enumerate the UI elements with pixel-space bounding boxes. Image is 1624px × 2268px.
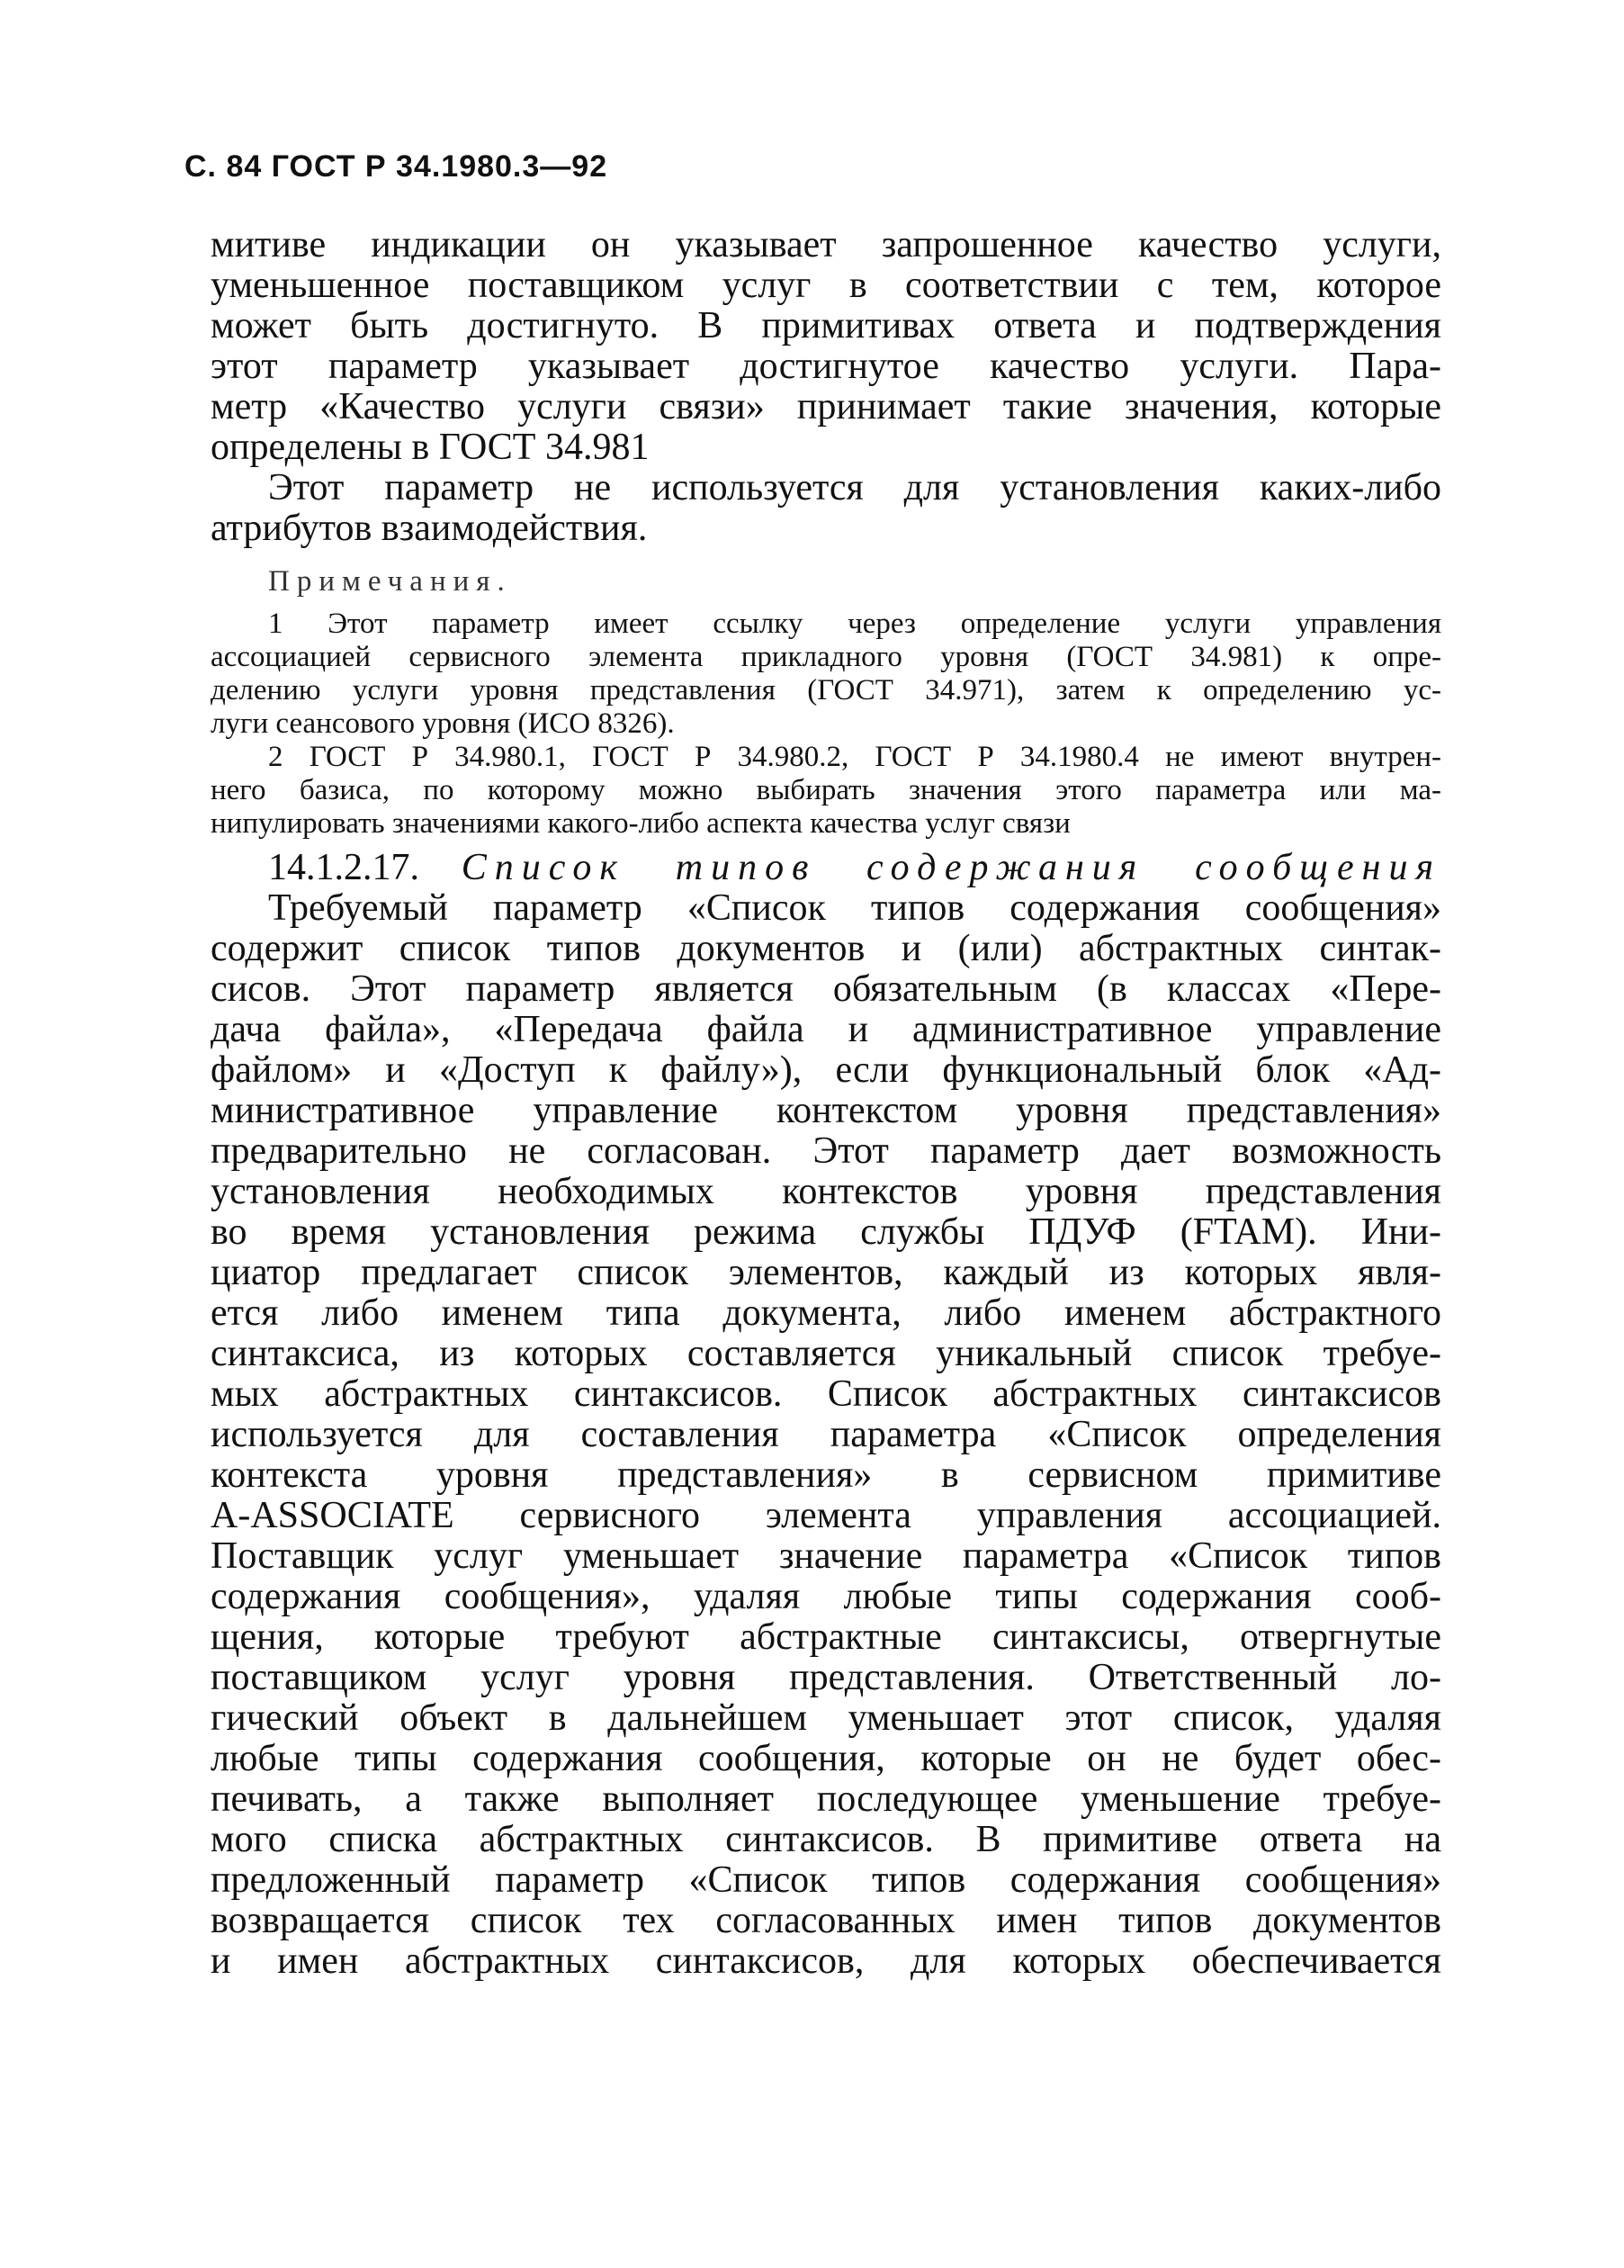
page-header: С. 84 ГОСТ Р 34.1980.3—92: [184, 149, 608, 184]
paragraph-3-line: Требуемый параметр «Список типов содержания сообщения»: [268, 887, 1441, 929]
section-title: Список типов содержания сообщения: [461, 847, 1441, 888]
note-line: него базиса, по которому можно выбирать значения этого параметра или ма-: [211, 774, 1441, 806]
paragraph-3-line: установления необходимых контекстов уровня представления: [211, 1171, 1441, 1212]
paragraph-3-line: во время установления режима службы ПДУФ (FTAM). Ини-: [211, 1211, 1441, 1253]
paragraph-3-line: ется либо именем типа документа, либо именем абстрактного: [211, 1292, 1441, 1334]
paragraph-3-line: циатор предлагает список элементов, каждый из которых явля-: [211, 1252, 1441, 1293]
paragraph-1-line: метр «Качество услуги связи» принимает такие значения, которые: [211, 386, 1441, 428]
paragraph-3-line: A-ASSOCIATE сервисного элемента управления ассоциацией.: [211, 1495, 1441, 1536]
section-heading: [268, 846, 1441, 889]
paragraph-3-line: содержит список типов документов и (или) абстрактных синтак-: [211, 928, 1441, 969]
note-line: 2 ГОСТ Р 34.980.1, ГОСТ Р 34.980.2, ГОСТ Р 34.1980.4 не имеют внутрен-: [268, 741, 1441, 773]
paragraph-2-line: Этот параметр не используется для установления каких-либо: [268, 467, 1441, 508]
paragraph-3-line: синтаксиса, из которых составляется уникальный список требуе-: [211, 1333, 1441, 1374]
paragraph-3-line: и имен абстрактных синтаксисов, для которых обеспечивается: [211, 1940, 1441, 1982]
paragraph-3-line: мых абстрактных синтаксисов. Список абстрактных синтаксисов: [211, 1373, 1441, 1415]
note-line: нипулировать значениями какого-либо аспекта качества услуг связи: [211, 807, 1071, 840]
paragraph-3-line: предварительно не согласован. Этот параметр дает возможность: [211, 1130, 1441, 1172]
paragraph-3-line: Поставщик услуг уменьшает значение параметра «Список типов: [211, 1535, 1441, 1577]
paragraph-3-line: министративное управление контекстом уровня представления»: [211, 1090, 1441, 1131]
paragraph-3-line: любые типы содержания сообщения, которые он не будет обес-: [211, 1738, 1441, 1779]
paragraph-1-line: определены в ГОСТ 34.981: [211, 427, 650, 468]
paragraph-1-line: может быть достигнуто. В примитивах ответа и подтверждения: [211, 305, 1441, 346]
paragraph-3-line: печивать, а также выполняет последующее уменьшение требуе-: [211, 1778, 1441, 1820]
paragraph-3-line: используется для составления параметра «Список определения: [211, 1414, 1441, 1455]
paragraph-2-line: атрибутов взаимодействия.: [211, 508, 648, 549]
paragraph-3-line: дача файла», «Передача файла и административное управление: [211, 1009, 1441, 1050]
paragraph-3-line: предложенный параметр «Список типов содержания сообщения»: [211, 1859, 1441, 1901]
note-line: делению услуги уровня представления (ГОСТ 34.971), затем к определению ус-: [211, 674, 1441, 706]
paragraph-3-line: содержания сообщения», удаляя любые типы содержания сооб-: [211, 1576, 1441, 1617]
note-line: 1 Этот параметр имеет ссылку через определение услуги управления: [268, 608, 1441, 640]
paragraph-3-line: гический объект в дальнейшем уменьшает этот список, удаляя: [211, 1697, 1441, 1739]
section-number: 14.1.2.17.: [268, 847, 419, 888]
paragraph-1-line: этот параметр указывает достигнутое качество услуги. Пара-: [211, 346, 1441, 387]
paragraph-1-line: уменьшенное поставщиком услуг в соответствии с тем, которое: [211, 265, 1441, 306]
note-line: ассоциацией сервисного элемента прикладного уровня (ГОСТ 34.981) к опре-: [211, 641, 1441, 673]
paragraph-3-line: сисов. Этот параметр является обязательным (в классах «Пере-: [211, 968, 1441, 1010]
paragraph-3-line: поставщиком услуг уровня представления. Ответственный ло-: [211, 1657, 1441, 1698]
notes-heading: Примечания.: [268, 565, 512, 598]
paragraph-3-line: файлом» и «Доступ к файлу»), если функциональный блок «Ад-: [211, 1049, 1441, 1091]
paragraph-3-line: контекста уровня представления» в сервисном примитиве: [211, 1454, 1441, 1496]
paragraph-3-line: возвращается список тех согласованных имен типов документов: [211, 1900, 1441, 1941]
paragraph-3-line: щения, которые требуют абстрактные синтаксисы, отвергнутые: [211, 1616, 1441, 1658]
paragraph-3-line: мого списка абстрактных синтаксисов. В примитиве ответа на: [211, 1819, 1441, 1860]
paragraph-1-line: митиве индикации он указывает запрошенное качество услуги,: [211, 224, 1441, 266]
note-line: луги сеансового уровня (ИСО 8326).: [211, 707, 675, 740]
